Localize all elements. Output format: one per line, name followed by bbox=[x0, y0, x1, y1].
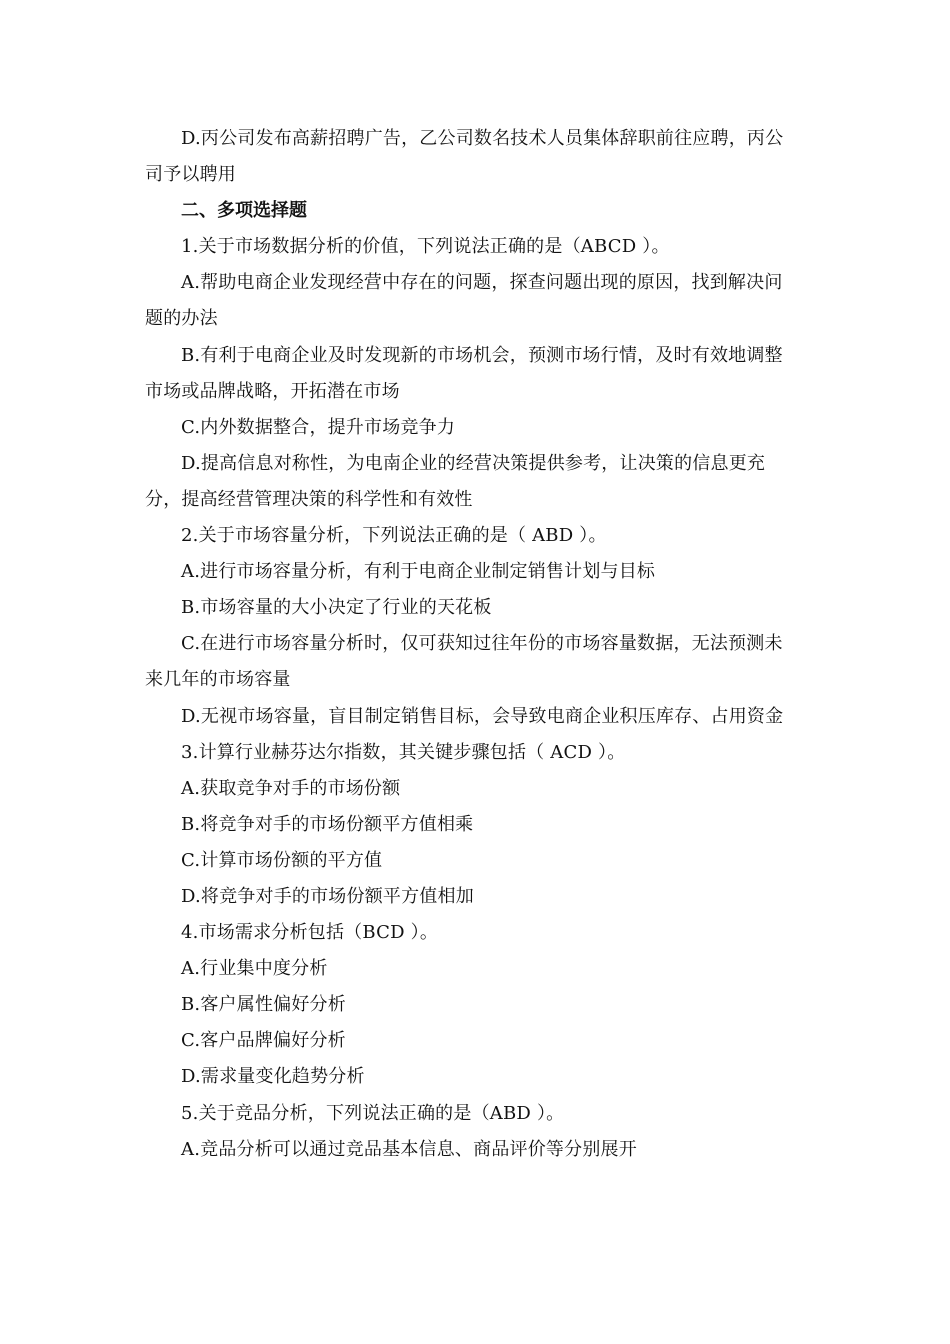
document-body bbox=[145, 121, 797, 1168]
option-text: D.丙公司发布高薪招聘广告，乙公司数名技术人员集体辞职前往应聘，丙公司予以聘用 bbox=[145, 128, 784, 186]
option-text: C.在进行市场容量分析时，仅可获知过往年份的市场容量数据，无法预测未来几年的市场容量 bbox=[145, 633, 783, 691]
option-text: C.客户品牌偏好分析 bbox=[181, 1030, 346, 1052]
option-text: A.进行市场容量分析，有利于电商企业制定销售计划与目标 bbox=[181, 561, 656, 583]
option-text: B.将竞争对手的市场份额平方值相乘 bbox=[181, 813, 474, 835]
question-text: 3.计算行业赫芬达尔指数，其关键步骤包括（ ACD ）。 bbox=[181, 741, 626, 763]
option-text: A.竞品分析可以通过竞品基本信息、商品评价等分别展开 bbox=[181, 1138, 637, 1160]
option-text: A.帮助电商企业发现经营中存在的问题，探查问题出现的原因，找到解决问题的办法 bbox=[145, 272, 783, 330]
question-text: 5.关于竞品分析，下列说法正确的是（ABD ）。 bbox=[181, 1102, 565, 1124]
section-heading: 二、多项选择题 bbox=[181, 200, 307, 222]
option-text: A.行业集中度分析 bbox=[181, 958, 328, 980]
question-text: 1.关于市场数据分析的价值，下列说法正确的是（ABCD ）。 bbox=[181, 236, 670, 258]
option-text: B.客户属性偏好分析 bbox=[181, 994, 346, 1016]
option-text: C.计算市场份额的平方值 bbox=[181, 849, 383, 871]
question-text: 2.关于市场容量分析，下列说法正确的是（ ABD ）。 bbox=[181, 525, 607, 547]
option-text: B.市场容量的大小决定了行业的天花板 bbox=[181, 597, 492, 619]
option-text: A.获取竞争对手的市场份额 bbox=[181, 777, 401, 799]
option-text: D.将竞争对手的市场份额平方值相加 bbox=[181, 885, 474, 907]
option-text: D.提高信息对称性，为电南企业的经营决策提供参考，让决策的信息更充分，提高经营管理决策的科学性和有效性 bbox=[145, 452, 766, 510]
option-text: C.内外数据整合，提升市场竞争力 bbox=[181, 416, 456, 438]
option-text: B.有利于电商企业及时发现新的市场机会，预测市场行情，及时有效地调整市场或品牌战略，开拓潜在市场 bbox=[145, 344, 783, 402]
option-text: D.无视市场容量，盲目制定销售目标，会导致电商企业积压库存、占用资金 bbox=[181, 705, 784, 727]
question-text: 4.市场需求分析包括（BCD ）。 bbox=[181, 922, 439, 944]
option-text: D.需求量变化趋势分析 bbox=[181, 1066, 365, 1088]
